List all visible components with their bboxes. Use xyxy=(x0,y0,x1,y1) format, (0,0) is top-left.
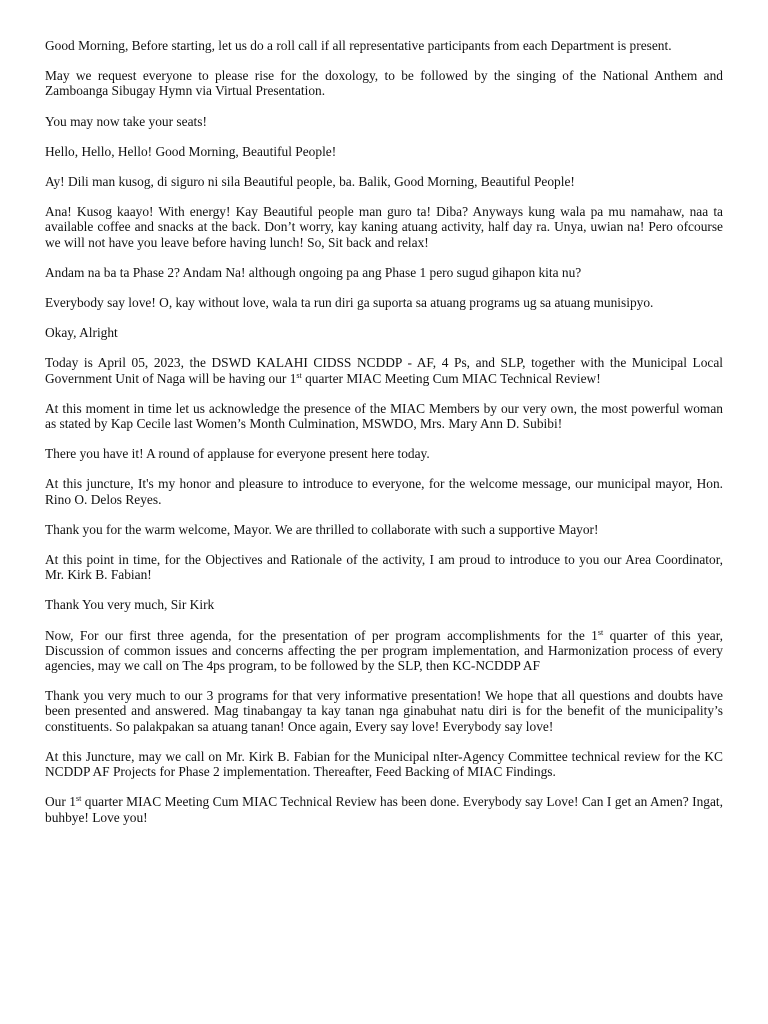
text-segment: quarter MIAC Meeting Cum MIAC Technical Review! xyxy=(301,370,601,386)
paragraph-technical-review: At this Juncture, may we call on Mr. Kirk B. Fabian for the Municipal nIter-Agency Committee technical review for the KC NCDDP AF Projects for Phase 2 implementation. Thereafter, Feed Backing of MIAC Findings. xyxy=(45,748,723,780)
document-page xyxy=(45,38,723,840)
paragraph-today xyxy=(45,355,723,385)
paragraph-roll-call: Good Morning, Before starting, let us do a roll call if all representative participants from each Department is present. xyxy=(45,38,672,53)
superscript: st xyxy=(75,794,82,804)
text-segment: Our 1 xyxy=(45,794,76,810)
paragraph-energy: Ana! Kusog kaayo! With energy! Kay Beautiful people man guro ta! Diba? Anyways kung wala pa mu namahaw, naa ta available coffee and snacks at the back. Don’t worry, kay kaning atuang activity, half day ra. Unya, uwian na! Pero ofcourse we will not have you leave before having lunch! So, Sit back and relax! xyxy=(45,204,723,250)
text-segment: quarter MIAC Meeting Cum MIAC Technical Review has been done. Everybody say Love! Can I get an Amen? Ingat, buhbye! Love you! xyxy=(45,794,723,825)
paragraph-say-love: Everybody say love! O, kay without love, wala ta run diri ga suporta sa atuang programs ug sa atuang munisipyo. xyxy=(45,295,654,311)
paragraph-okay: Okay, Alright xyxy=(45,325,118,341)
paragraph-thank-programs: Thank you very much to our 3 programs for that very informative presentation! We hope that all questions and doubts have been presented and answered. Mag tinabangay ta kay tanan nga ginabuhat natu diri is for the benefit of the municipality’s constituents. So palakpakan sa atuang tanan! Once again, Every say love! Everybody say love! xyxy=(45,688,723,734)
paragraph-objectives: At this point in time, for the Objectives and Rationale of the activity, I am proud to introduce to you our Area Coordinator, Mr. Kirk B. Fabian! xyxy=(45,552,723,583)
superscript: st xyxy=(296,370,302,380)
text-segment: Today is April 05, 2023, the DSWD KALAHI CIDSS NCDDP - AF, 4 Ps, and SLP, together with the Municipal Local Government Unit of Naga will be having our 1 xyxy=(45,355,723,386)
paragraph-welcome-message: At this juncture, It's my honor and pleasure to introduce to everyone, for the welcome message, our municipal mayor, Hon. Rino O. Delos Reyes. xyxy=(45,476,723,507)
paragraph-doxology: May we request everyone to please rise for the doxology, to be followed by the singing of the National Anthem and Zamboanga Sibugay Hymn via Virtual Presentation. xyxy=(45,68,723,99)
text-segment: quarter of this year, Discussion of common issues and concerns affecting the per program implementation, and Harmonization process of every agencies, may we call on The 4ps program, to be followed by the SLP, then KC-NCDDP AF xyxy=(45,627,723,674)
paragraph-greeting-again: Ay! Dili man kusog, di siguro ni sila Beautiful people, ba. Balik, Good Morning, Beautiful People! xyxy=(45,174,575,190)
paragraph-applause: There you have it! A round of applause for everyone present here today. xyxy=(45,446,430,462)
paragraph-agenda xyxy=(45,628,723,674)
text-segment: Now, For our first three agenda, for the presentation of per program accomplishments for the 1 xyxy=(45,627,598,643)
paragraph-closing xyxy=(45,794,723,824)
paragraph-greeting: Hello, Hello, Hello! Good Morning, Beautiful People! xyxy=(45,143,337,159)
paragraph-acknowledge: At this moment in time let us acknowledge the presence of the MIAC Members by our very own, the most powerful woman as stated by Kap Cecile last Women’s Month Culmination, MSWDO, Mrs. Mary Ann D. Subibi! xyxy=(45,400,723,432)
paragraph-thank-kirk: Thank You very much, Sir Kirk xyxy=(45,597,215,613)
paragraph-phase-2: Andam na ba ta Phase 2? Andam Na! although ongoing pa ang Phase 1 pero sugud gihapon kita nu? xyxy=(45,264,582,280)
paragraph-take-seats: You may now take your seats! xyxy=(45,113,207,129)
paragraph-thank-mayor: Thank you for the warm welcome, Mayor. We are thrilled to collaborate with such a supportive Mayor! xyxy=(45,521,599,537)
superscript: st xyxy=(597,627,604,637)
